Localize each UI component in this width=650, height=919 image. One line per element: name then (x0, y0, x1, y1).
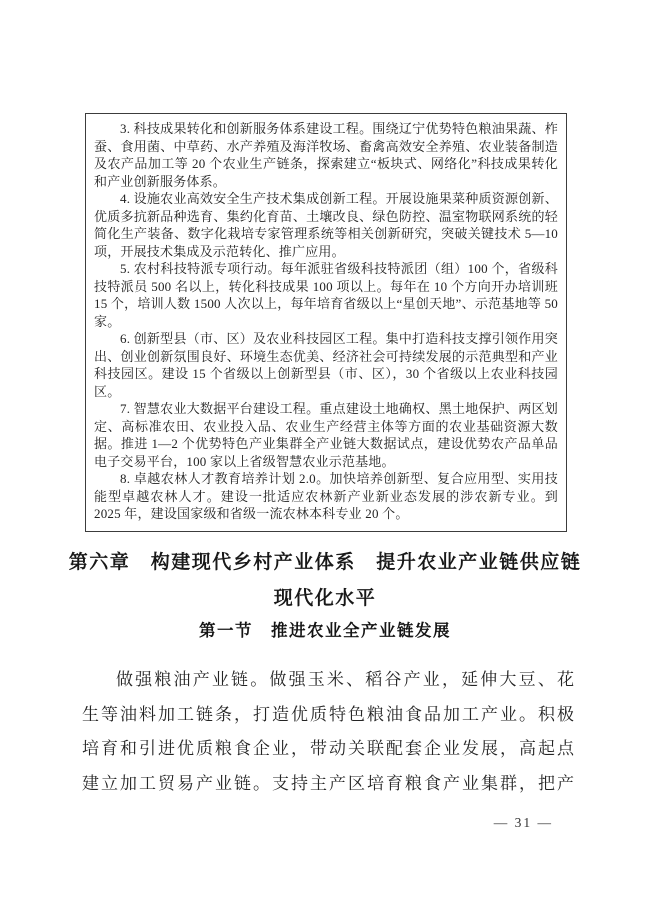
chapter-title-line2: 现代化水平 (273, 588, 377, 609)
infobox-paragraph-5: 5. 农村科技特派专项行动。每年派驻省级科技特派团（组）100 个，省级科技特派员 500 名以上，转化科技成果 100 项以上。每年在 10 个方向开办培训班 15 个，培训人数 1500 人次以上，每年培育省级以上“星创天地”、示范基地等 50 家。 (94, 261, 558, 329)
infobox-paragraph-6: 6. 创新型县（市、区）及农业科技园区工程。集中打造科技支撑引领作用突出、创业创新氛围良好、环境生态优美、经济社会可持续发展的示范典型和产业科技园区。建设 15 个省级以上创新型县（市、区），30 个省级以上农业科技园区。 (94, 331, 558, 399)
infobox-paragraph-7: 7. 智慧农业大数据平台建设工程。重点建设土地确权、黑土地保护、两区划定、高标准农田、农业投入品、农业生产经营主体等方面的农业基础资源大数据。推进 1—2 个优势特色产业集群全产业链大数据试点，建设优势农产品单品电子交易平台，100 家以上省级智慧农业示范基地。 (94, 401, 558, 469)
section-heading: 第一节 推进农业全产业链发展 (199, 622, 451, 640)
infobox-paragraph-8: 8. 卓越农林人才教育培养计划 2.0。加快培养创新型、复合应用型、实用技能型卓越农林人才。建设一批适应农林新产业新业态发展的涉农新专业。到 2025 年，建设国家级和省级一流农林本科专业 20 个。 (94, 471, 558, 521)
infobox-paragraph-4: 4. 设施农业高效安全生产技术集成创新工程。开展设施果菜种质资源创新、优质多抗新品种选育、集约化育苗、土壤改良、绿色防控、温室物联网系统的轻简化生产装备、数字化栽培专家管理系统等相关创新研究，突破关键技术 5—10 项，开展技术集成及示范转化、推广应用。 (94, 191, 558, 259)
chapter-title-line1: 第六章 构建现代乡村产业体系 提升农业产业链供应链 (68, 552, 582, 573)
chapter-heading (0, 545, 650, 617)
body-paragraph: 做强粮油产业链。做强玉米、稻谷产业，延伸大豆、花生等油料加工链条，打造优质特色粮油食品加工产业。积极培育和引进优质粮食企业，带动关联配套企业发展，高起点建立加工贸易产业链。支持主产区培育粮食产业集群，把产 (82, 670, 576, 793)
project-infobox (85, 113, 567, 532)
infobox-paragraph-3: 3. 科技成果转化和创新服务体系建设工程。围绕辽宁优势特色粮油果蔬、柞蚕、食用菌、中草药、水产养殖及海洋牧场、畜禽高效安全养殖、农业装备制造及农产品加工等 20 个农业生产链条，探索建立“板块式、网络化”科技成果转化和产业创新服务体系。 (94, 121, 558, 189)
page-number: — 31 — (493, 815, 553, 830)
